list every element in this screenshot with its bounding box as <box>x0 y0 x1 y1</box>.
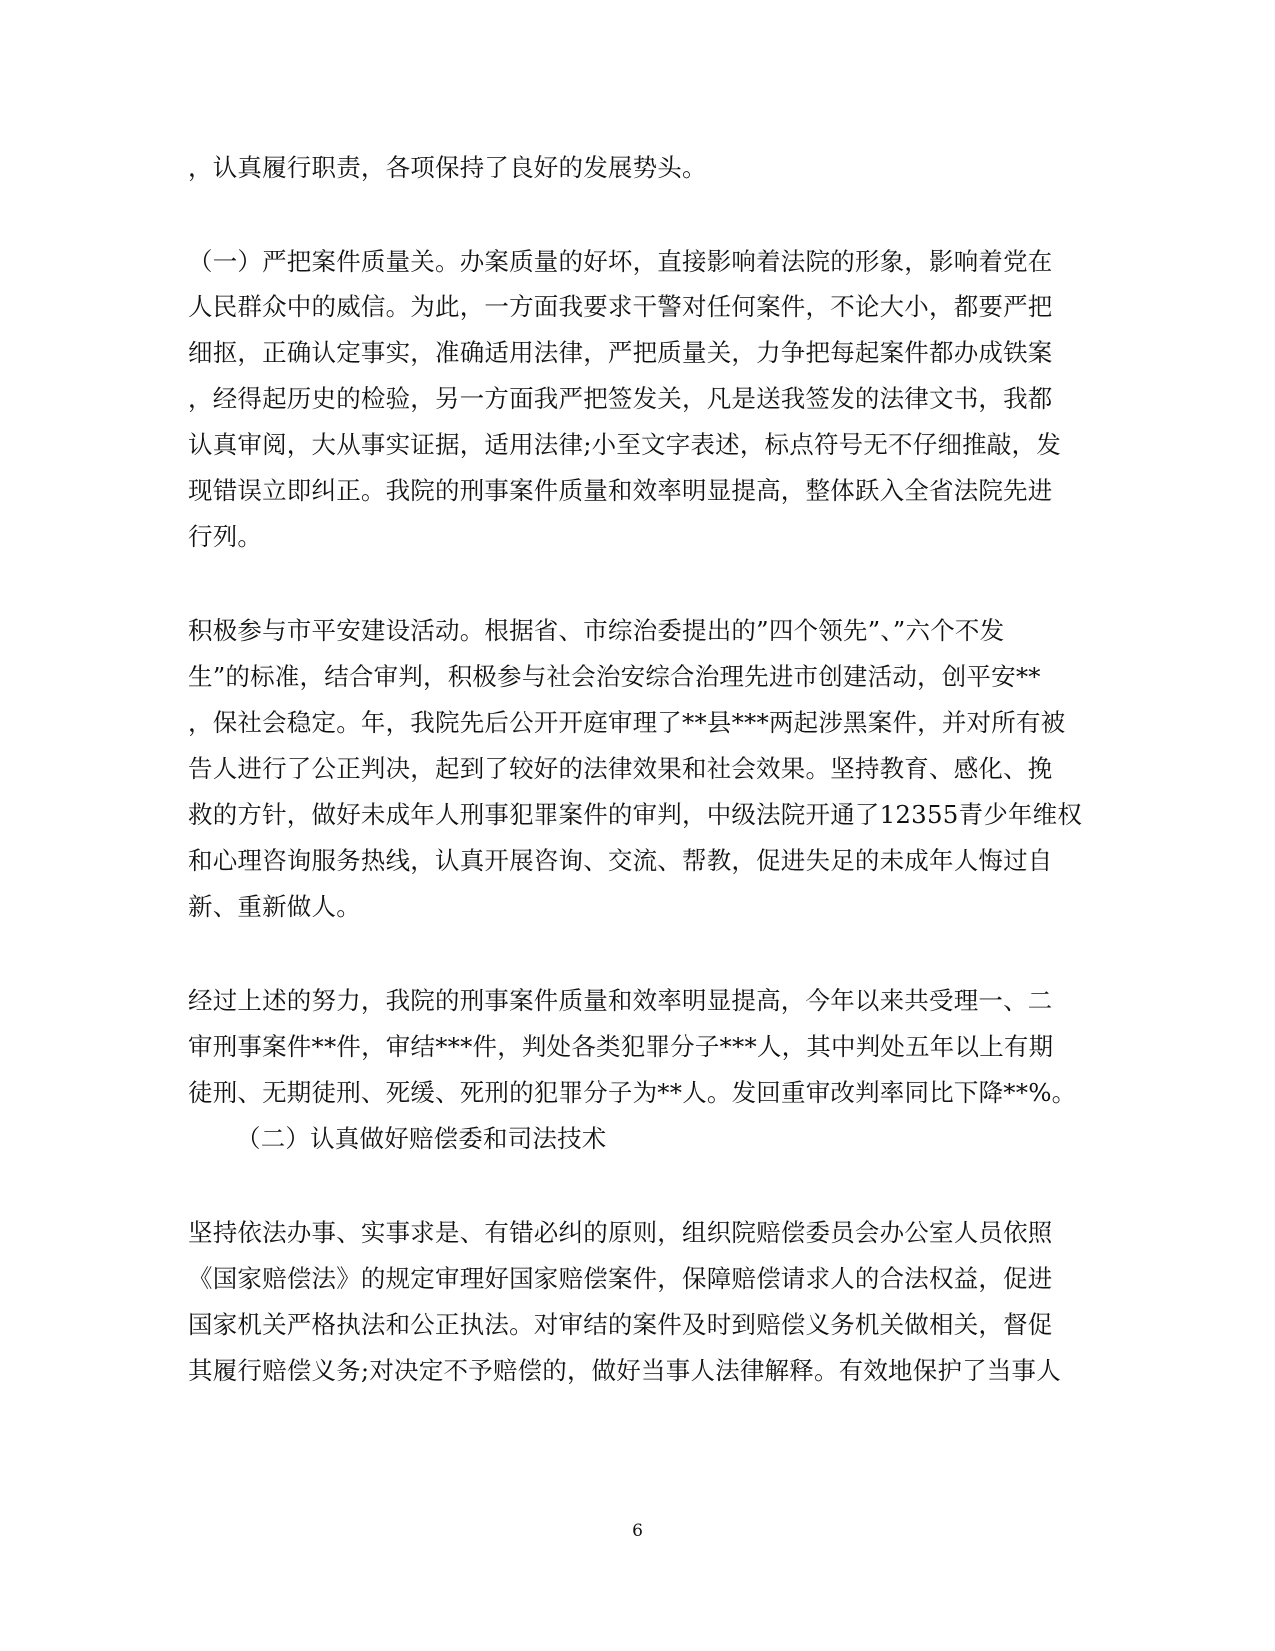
text-line: 和心理咨询服务热线，认真开展咨询、交流、帮教，促进失足的未成年人悔过自 <box>188 846 1053 875</box>
text-line: 细抠，正确认定事实，准确适用法律，严把质量关，力争把每起案件都办成铁案 <box>188 338 1053 367</box>
text-line: 新、重新做人。 <box>188 892 361 921</box>
text-line: （一）严把案件质量关。办案质量的好坏，直接影响着法院的形象，影响着党在 <box>188 247 1053 276</box>
text-line: 积极参与市平安建设活动。根据省、市综治委提出的”四个领先”、”六个不发 <box>188 616 1005 645</box>
text-line: 告人进行了公正判决，起到了较好的法律效果和社会效果。坚持教育、感化、挽 <box>188 754 1053 783</box>
text-line: 人民群众中的威信。为此，一方面我要求干警对任何案件，不论大小，都要严把 <box>188 292 1053 321</box>
page-number: 6 <box>632 1521 643 1541</box>
text-line: 经过上述的努力，我院的刑事案件质量和效率明显提高，今年以来共受理一、二 <box>188 986 1053 1015</box>
text-line: 救的方针，做好未成年人刑事犯罪案件的审判，中级法院开通了12355青少年维权 <box>188 800 1083 829</box>
text-line: ，认真履行职责，各项保持了良好的发展势头。 <box>188 153 707 182</box>
text-line: 坚持依法办事、实事求是、有错必纠的原则，组织院赔偿委员会办公室人员依照 <box>188 1218 1053 1247</box>
text-line: 国家机关严格执法和公正执法。对审结的案件及时到赔偿义务机关做相关，督促 <box>188 1310 1053 1339</box>
section-heading: （二）认真做好赔偿委和司法技术 <box>236 1124 607 1153</box>
text-line: 认真审阅，大从事实证据，适用法律;小至文字表述，标点符号无不仔细推敲，发 <box>188 430 1061 459</box>
text-line: 《国家赔偿法》的规定审理好国家赔偿案件，保障赔偿请求人的合法权益，促进 <box>188 1264 1053 1293</box>
text-line: 生”的标准，结合审判，积极参与社会治安综合治理先进市创建活动，创平安** <box>188 662 1041 691</box>
text-line: 审刑事案件**件，审结***件，判处各类犯罪分子***人，其中判处五年以上有期 <box>188 1032 1054 1061</box>
text-line: 徒刑、无期徒刑、死缓、死刑的犯罪分子为**人。发回重审改判率同比下降**%。 <box>188 1078 1077 1107</box>
text-line: 其履行赔偿义务;对决定不予赔偿的，做好当事人法律解释。有效地保护了当事人 <box>188 1356 1061 1385</box>
text-line: ，经得起历史的检验，另一方面我严把签发关，凡是送我签发的法律文书，我都 <box>188 384 1053 413</box>
text-line: 现错误立即纠正。我院的刑事案件质量和效率明显提高，整体跃入全省法院先进 <box>188 476 1053 505</box>
text-line: ，保社会稳定。年，我院先后公开开庭审理了**县***两起涉黑案件，并对所有被 <box>188 708 1066 737</box>
text-line: 行列。 <box>188 522 263 551</box>
